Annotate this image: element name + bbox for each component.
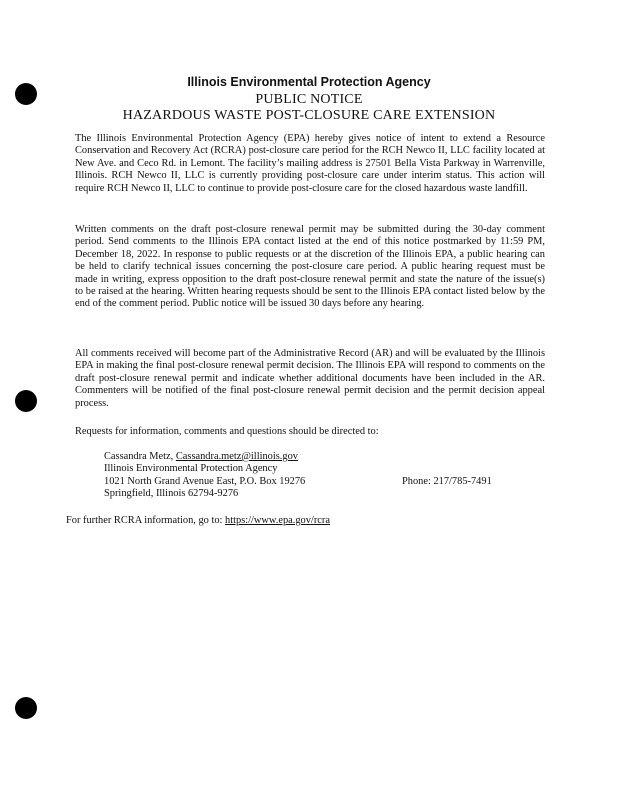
contact-name-line: [104, 451, 524, 463]
paragraph-comments: Written comments on the draft post-closure renewal permit may be submitted during the 30-day comment period. Send comments to the Illinois EPA contact listed at the end of this notice postmarked by 11:59 PM, December 18, 2022. In response to public requests or at the discretion of the Illinois EPA, a public hearing can be held to clarify technical issues concerning the post-closure care period. A public hearing request must be made in writing, express opposition to the draft post-closure renewal permit and state the nature of the issue(s) to be raised at the hearing. Written hearing requests should be sent to the Illinois EPA contact listed below by the end of the comment period. Public notice will be issued 30 days before any hearing.: [75, 224, 545, 310]
further-info-label: For further RCRA information, go to:: [66, 515, 226, 526]
punch-hole-middle: [15, 390, 37, 412]
contact-name: Cassandra Metz,: [104, 451, 176, 462]
contact-address-line2: Springfield, Illinois 62794-9276: [104, 488, 239, 500]
punch-hole-bottom: [15, 697, 37, 719]
contact-org: Illinois Environmental Protection Agency: [104, 463, 278, 475]
notice-subject: HAZARDOUS WASTE POST-CLOSURE CARE EXTENSION: [122, 108, 496, 123]
rcra-link[interactable]: https://www.epa.gov/rcra: [225, 515, 330, 526]
contact-address-line1: 1021 North Grand Avenue East, P.O. Box 19276: [104, 475, 306, 487]
paragraph-intent: The Illinois Environmental Protection Agency (EPA) hereby gives notice of intent to extend a Resource Conservation and Recovery Act (RCRA) post-closure care period for the RCH Newco II, LLC facility located at New Ave. and Ceco Rd. in Lemont. The facility’s mailing address is 27501 Bella Vista Parkway in Warrenville, Illinois. RCH Newco II, LLC is currently providing post-closure care under interim status. This action will require RCH Newco II, LLC to continue to provide post-closure care for the closed hazardous waste landfill.: [75, 133, 545, 194]
notice-heading: PUBLIC NOTICE: [255, 92, 363, 107]
further-info: [66, 515, 330, 526]
contact-email-link[interactable]: Cassandra.metz@illinois.gov: [175, 451, 298, 462]
paragraph-record: All comments received will become part of the Administrative Record (AR) and will be evaluated by the Illinois EPA in making the final post-closure renewal permit decision. The Illinois EPA will respond to comments on the draft post-closure renewal permit and indicate whether additional documents have been included in the AR. Commenters will be notified of the final post-closure renewal permit decision and the permit decision appeal process.: [75, 348, 545, 409]
paragraph-requests: Requests for information, comments and questions should be directed to:: [75, 426, 379, 437]
contact-phone: Phone: 217/785-7491: [402, 476, 492, 487]
agency-name: Illinois Environmental Protection Agency: [187, 75, 431, 89]
